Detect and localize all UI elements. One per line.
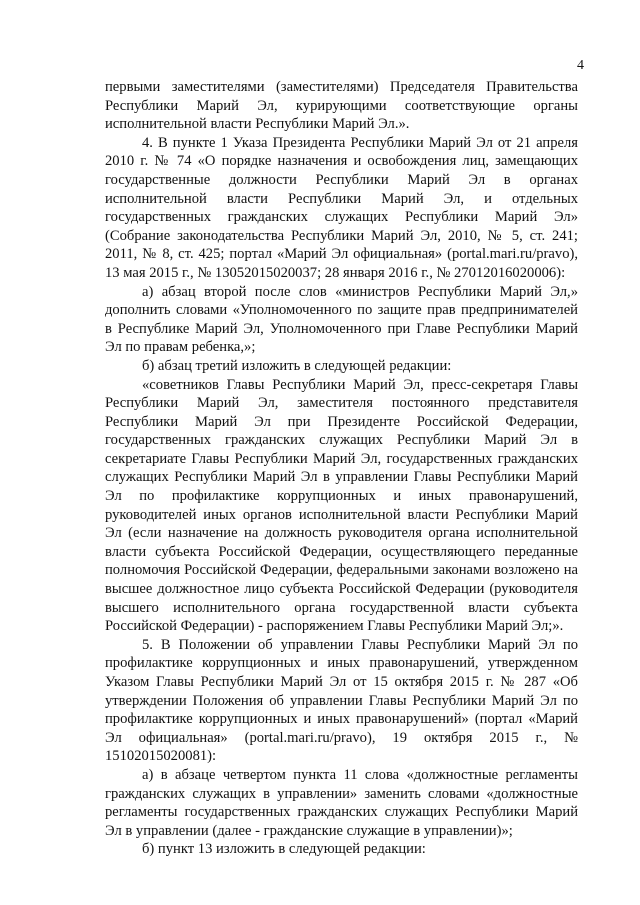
paragraph: а) в абзаце четвертом пункта 11 слова «должностные регламенты гражданских служащих в управлении» заменить словами «должностные регламенты государственных гражданских служащих Республики Марий Эл в управлении (далее - гражданские служащие в управлении)»; — [105, 766, 578, 839]
paragraph: б) пункт 13 изложить в следующей редакции: — [142, 841, 426, 858]
paragraph: первыми заместителями (заместителями) Председателя Правительства Республики Марий Эл, курирующими соответствующие органы исполнительной власти Республики Марий Эл.». — [105, 79, 578, 133]
page-number: 4 — [577, 58, 584, 73]
paragraph: 5. В Положении об управлении Главы Республики Марий Эл по профилактике коррупционных и иных правонарушений, утвержденном Указом Главы Республики Марий Эл от 15 октября 2015 г. № 287 «Об утверждении Положения об управлении Главы Республики Марий Эл по профилактике коррупционных и иных правонарушений» (портал «Марий Эл официальная» (portal.mari.ru/pravo), 19 октября 2015 г., № 15102015020081): — [105, 636, 578, 765]
paragraph: 4. В пункте 1 Указа Президента Республики Марий Эл от 21 апреля 2010 г. № 74 «О порядке назначения и освобождения лиц, замещающих государственные должности Республики Марий Эл в органах исполнительной власти Республики Марий Эл, и отдельных государственных гражданских служащих Республики Марий Эл» (Собрание законодательства Республики Марий Эл, 2010, № 5, ст. 241; 2011, № 8, ст. 425; портал «Марий Эл официальная» (portal.mari.ru/pravo), 13 мая 2015 г., № 13052015020037; 28 января 2016 г., № 27012016020006): — [105, 134, 578, 281]
paragraph: «советников Главы Республики Марий Эл, пресс-секретаря Главы Республики Марий Эл, заместителя постоянного представителя Республики Марий Эл при Президенте Российской Федерации, государственных гражданских служащих Республики Марий Эл в секретариате Главы Республики Марий Эл, государственных гражданских служащих Республики Марий Эл в управлении Главы Республики Марий Эл по профилактике коррупционных и иных правонарушений, руководителей иных органов исполнительной власти Республики Марий Эл (если назначение на должность руководителя органа исполнительной власти субъекта Российской Федерации, осуществляющего переданные полномочия Российской Федерации, федеральными законами возложено на высшее должностное лицо субъекта Российской Федерации (руководителя высшего исполнительного органа государственной власти субъекта Российской Федерации) - распоряжением Главы Республики Марий Эл;». — [105, 376, 578, 635]
paragraph: б) абзац третий изложить в следующей редакции: — [142, 357, 452, 374]
document-body — [105, 78, 578, 859]
paragraph: а) абзац второй после слов «министров Республики Марий Эл,» дополнить словами «Уполномоченного по защите прав предпринимателей в Республике Марий Эл, Уполномоченного при Главе Республики Марий Эл по правам ребенка,»; — [105, 283, 578, 356]
